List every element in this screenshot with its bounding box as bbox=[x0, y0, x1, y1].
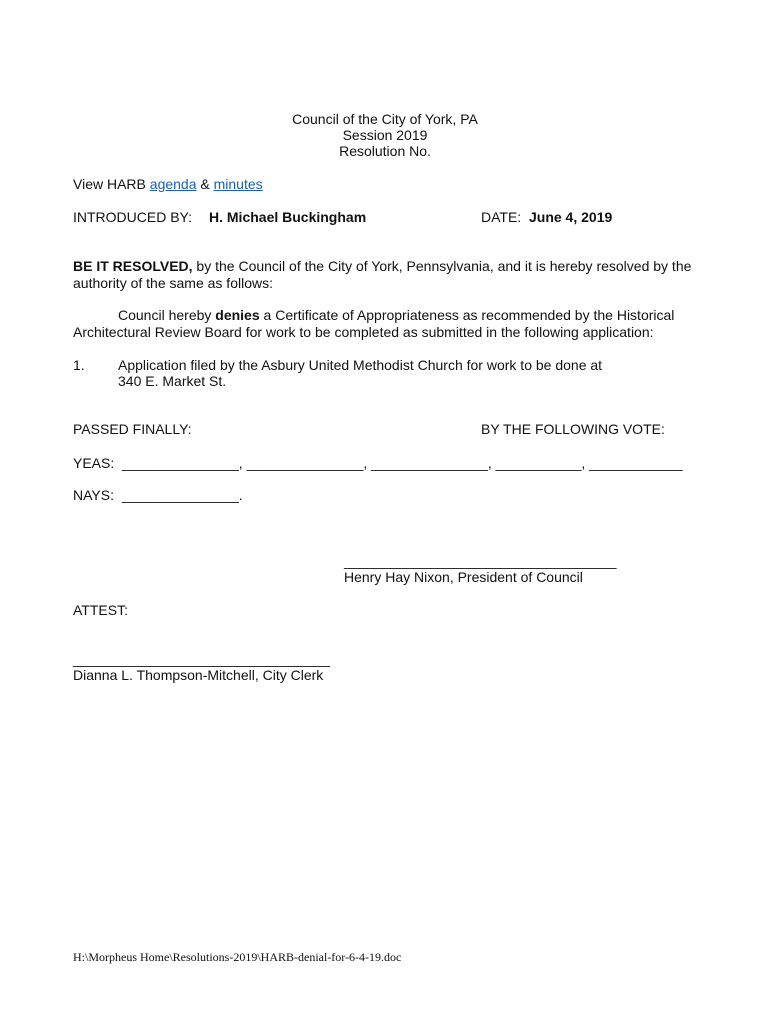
ampersand: & bbox=[196, 176, 214, 192]
view-harb-prefix: View HARB bbox=[73, 176, 150, 192]
council-after: a Certificate of Appropriateness as recommended by the Historical Architectural Review Board for work to be completed as submitted in the following application: bbox=[73, 307, 675, 340]
header-council: Council of the City of York, PA bbox=[292, 111, 478, 127]
council-denies-paragraph bbox=[73, 307, 678, 341]
introduced-by-label: INTRODUCED BY: bbox=[73, 209, 193, 225]
date-label: DATE: bbox=[481, 209, 522, 225]
date-value: June 4, 2019 bbox=[528, 209, 613, 225]
council-before: Council hereby bbox=[118, 307, 216, 323]
denies-word: denies bbox=[215, 307, 260, 323]
item-line-1: Application filed by the Asbury United Methodist Church for work to be done at bbox=[118, 357, 603, 373]
clerk-signature-line: _________________________________ bbox=[73, 651, 330, 667]
introducer-name: H. Michael Buckingham bbox=[209, 209, 367, 225]
header-resolution-no: Resolution No. bbox=[339, 143, 431, 159]
header-session: Session 2019 bbox=[342, 127, 428, 143]
yeas-label: YEAS: bbox=[73, 455, 115, 471]
file-path-footer: H:\Morpheus Home\Resolutions-2019\HARB-denial-for-6-4-19.doc bbox=[73, 950, 402, 964]
be-it-resolved-lead: BE IT RESOLVED, bbox=[73, 258, 193, 274]
president-signature-line: ___________________________________ bbox=[344, 553, 617, 569]
date-field bbox=[481, 209, 612, 226]
be-it-resolved-paragraph bbox=[73, 258, 693, 292]
view-harb-line bbox=[73, 176, 263, 193]
item-line-2: 340 E. Market St. bbox=[118, 373, 227, 389]
yeas-blanks: _______________, _______________, _______________, ___________, ____________ bbox=[122, 455, 683, 471]
item-number: 1. bbox=[73, 357, 85, 373]
agenda-link[interactable]: agenda bbox=[149, 176, 197, 192]
clerk-name: Dianna L. Thompson-Mitchell, City Clerk bbox=[73, 667, 324, 683]
be-it-resolved-text: by the Council of the City of York, Pennsylvania, and it is hereby resolved by the authority of the same as follows: bbox=[73, 258, 692, 291]
nays-blanks: _______________. bbox=[122, 487, 243, 503]
president-name: Henry Hay Nixon, President of Council bbox=[344, 569, 583, 585]
passed-finally: PASSED FINALLY: bbox=[73, 421, 192, 437]
minutes-link[interactable]: minutes bbox=[213, 176, 263, 192]
by-the-following-vote: BY THE FOLLOWING VOTE: bbox=[481, 421, 665, 437]
attest-label: ATTEST: bbox=[73, 602, 128, 618]
nays-label: NAYS: bbox=[73, 487, 114, 503]
